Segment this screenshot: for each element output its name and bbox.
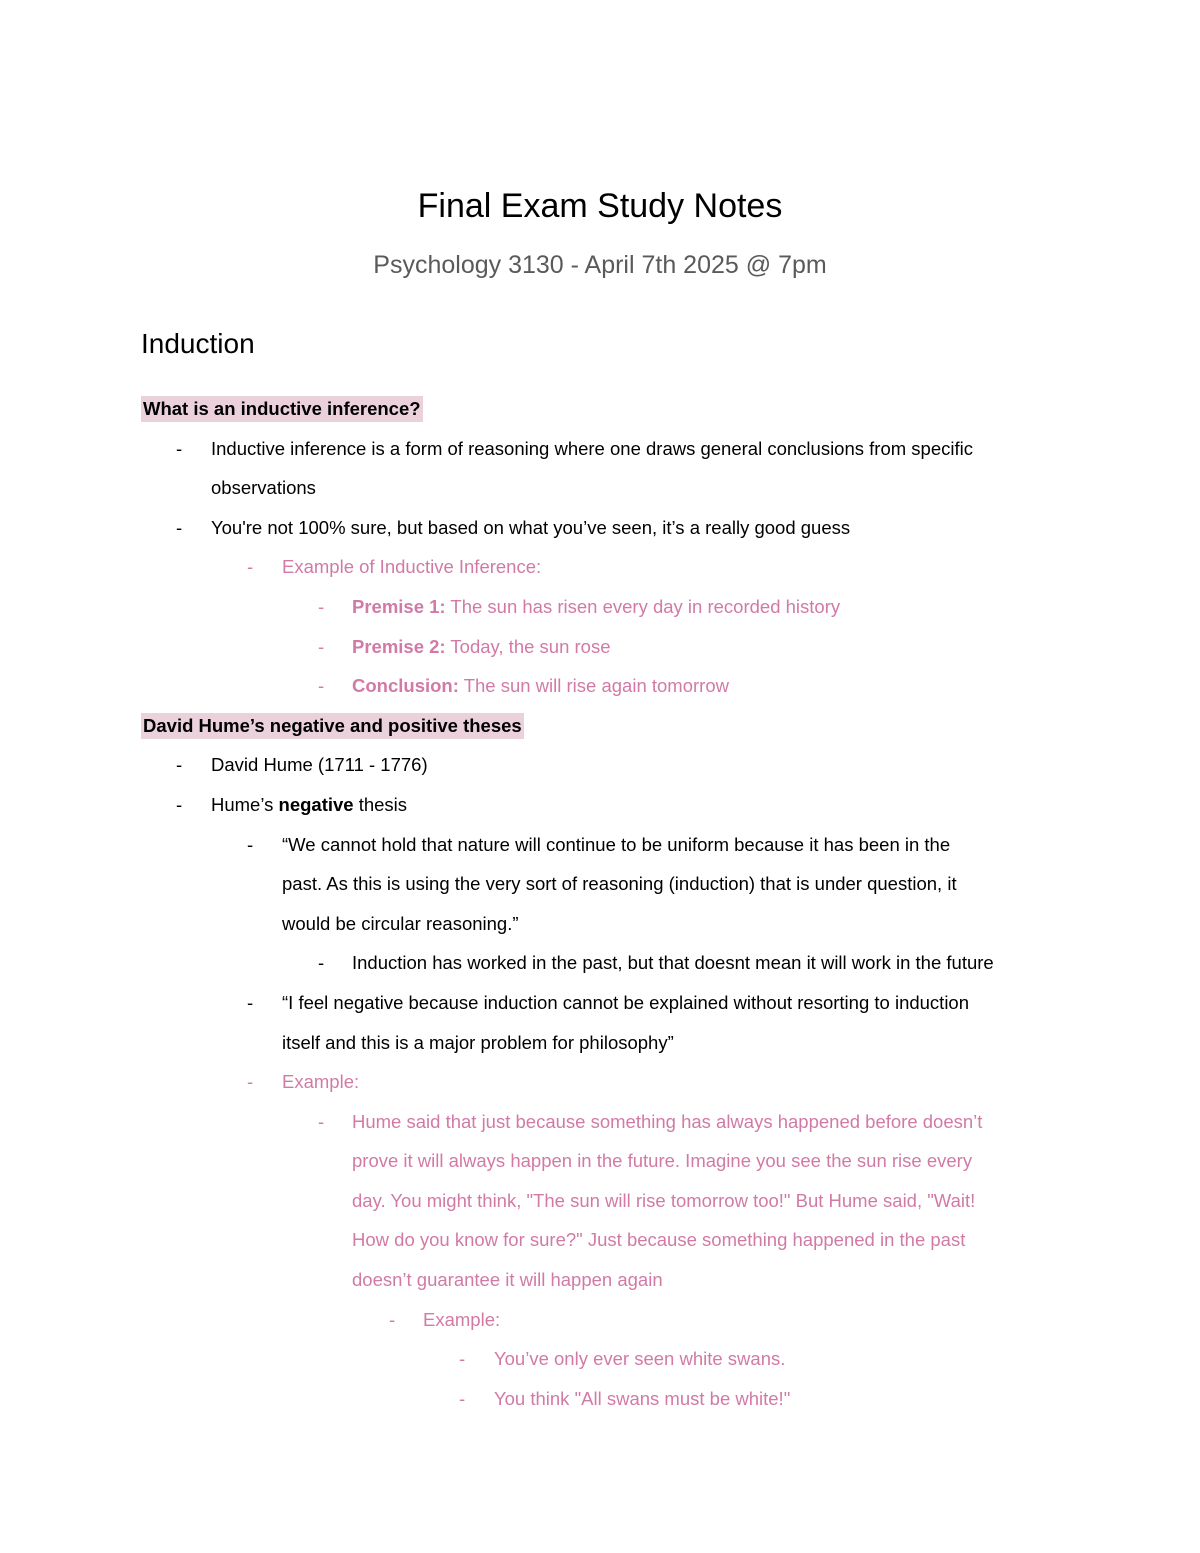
question-heading-text: David Hume’s negative and positive theses bbox=[141, 713, 524, 739]
bullet-dash: - bbox=[176, 754, 183, 776]
premise-text: The sun has risen every day in recorded history bbox=[445, 595, 841, 617]
document-subtitle: Psychology 3130 - April 7th 2025 @ 7pm bbox=[373, 251, 827, 279]
list-item bbox=[0, 1339, 1200, 1379]
list-item-text: You're not 100% sure, but based on what you’ve seen, it’s a really good guess bbox=[211, 516, 851, 538]
list-item bbox=[0, 785, 1200, 825]
section-heading: Induction bbox=[141, 328, 255, 359]
list-item bbox=[0, 943, 1200, 983]
list-item-text: observations bbox=[211, 477, 316, 499]
premise-label: Premise 1: bbox=[352, 595, 446, 617]
bullet-dash: - bbox=[389, 1308, 396, 1330]
list-item bbox=[0, 627, 1200, 667]
bullet-dash: - bbox=[176, 437, 183, 459]
thesis-suffix: thesis bbox=[353, 793, 408, 815]
list-item bbox=[0, 1102, 1200, 1142]
list-item bbox=[0, 825, 1200, 865]
list-item-continuation bbox=[0, 1141, 1200, 1181]
thesis-bold: negative bbox=[278, 793, 354, 815]
list-item-continuation bbox=[0, 1220, 1200, 1260]
bullet-dash: - bbox=[247, 556, 254, 578]
quote-text: would be circular reasoning.” bbox=[282, 912, 519, 934]
bullet-dash: - bbox=[176, 516, 183, 538]
bullet-dash: - bbox=[459, 1348, 466, 1370]
list-item-continuation bbox=[0, 1181, 1200, 1221]
quote-text: past. As this is using the very sort of reasoning (induction) that is under question, it bbox=[282, 873, 957, 895]
question-heading bbox=[0, 389, 1200, 429]
list-item bbox=[0, 1300, 1200, 1340]
example-text: day. You might think, "The sun will rise tomorrow too!" But Hume said, "Wait! bbox=[352, 1189, 976, 1211]
list-item bbox=[0, 508, 1200, 548]
example-text: How do you know for sure?" Just because something happened in the past bbox=[352, 1229, 966, 1251]
list-item bbox=[0, 666, 1200, 706]
conclusion-text: The sun will rise again tomorrow bbox=[458, 675, 729, 697]
list-item bbox=[0, 1062, 1200, 1102]
bullet-dash: - bbox=[176, 793, 183, 815]
bullet-dash: - bbox=[318, 675, 325, 697]
conclusion-label: Conclusion: bbox=[352, 675, 459, 697]
premise-label: Premise 2: bbox=[352, 635, 446, 657]
bullet-dash: - bbox=[318, 952, 325, 974]
example-text: Hume said that just because something has always happened before doesn’t bbox=[352, 1110, 983, 1132]
list-item-text: Inductive inference is a form of reasoning where one draws general conclusions from specific bbox=[211, 437, 973, 459]
example-label: Example: bbox=[282, 1071, 360, 1093]
list-item bbox=[0, 587, 1200, 627]
example-text: prove it will always happen in the future. Imagine you see the sun rise every bbox=[352, 1150, 973, 1172]
document-title: Final Exam Study Notes bbox=[417, 187, 783, 225]
list-item-continuation bbox=[0, 1260, 1200, 1300]
bullet-dash: - bbox=[459, 1387, 466, 1409]
example-text: You think "All swans must be white!" bbox=[494, 1387, 791, 1409]
quote-text: “I feel negative because induction cannot be explained without resorting to induction bbox=[282, 991, 970, 1013]
list-item-continuation bbox=[0, 904, 1200, 944]
list-item bbox=[0, 547, 1200, 587]
example-text: doesn’t guarantee it will happen again bbox=[352, 1269, 663, 1291]
list-item-text: Induction has worked in the past, but that doesnt mean it will work in the future bbox=[352, 952, 994, 974]
bullet-dash: - bbox=[318, 595, 325, 617]
bullet-dash: - bbox=[318, 635, 325, 657]
bullet-dash: - bbox=[247, 991, 254, 1013]
thesis-prefix: Hume’s bbox=[211, 793, 279, 815]
quote-text: itself and this is a major problem for philosophy” bbox=[282, 1031, 674, 1053]
list-item-continuation bbox=[0, 1023, 1200, 1063]
question-heading bbox=[0, 706, 1200, 746]
list-item-text: David Hume (1711 - 1776) bbox=[211, 754, 428, 776]
bullet-dash: - bbox=[318, 1110, 325, 1132]
list-item bbox=[0, 745, 1200, 785]
example-label: Example of Inductive Inference: bbox=[282, 556, 542, 578]
list-item-continuation bbox=[0, 468, 1200, 508]
example-label: Example: bbox=[423, 1308, 501, 1330]
example-text: You’ve only ever seen white swans. bbox=[494, 1348, 786, 1370]
quote-text: “We cannot hold that nature will continue to be uniform because it has been in the bbox=[282, 833, 951, 855]
question-heading-text: What is an inductive inference? bbox=[141, 396, 423, 422]
list-item-continuation bbox=[0, 864, 1200, 904]
bullet-dash: - bbox=[247, 1071, 254, 1093]
list-item bbox=[0, 983, 1200, 1023]
list-item bbox=[0, 429, 1200, 469]
premise-text: Today, the sun rose bbox=[445, 635, 611, 657]
notes-body bbox=[0, 389, 1200, 1418]
list-item bbox=[0, 1379, 1200, 1419]
bullet-dash: - bbox=[247, 833, 254, 855]
